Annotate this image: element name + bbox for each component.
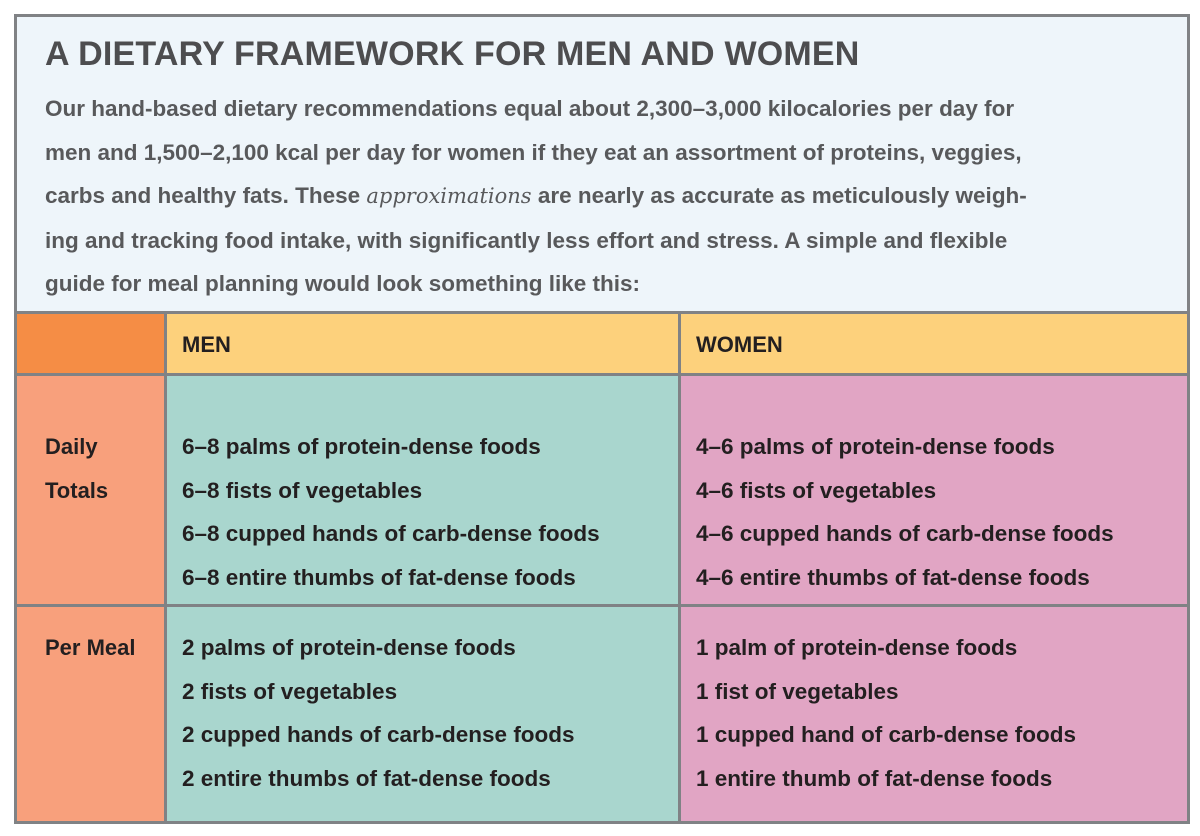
list-item: 4–6 fists of vegetables <box>696 477 937 503</box>
list-item: 1 fist of vegetables <box>696 678 899 704</box>
column-header-label: MEN <box>182 332 231 357</box>
row-label <box>45 425 108 512</box>
column-header-women <box>681 311 1187 376</box>
page-title: A DIETARY FRAMEWORK FOR MEN AND WOMEN <box>45 35 860 73</box>
intro-line-text: are nearly as accurate as meticulously weigh- <box>531 183 1027 208</box>
intro-line <box>45 174 1165 219</box>
list-item: 2 palms of protein-dense foods <box>182 635 516 660</box>
item-list <box>182 425 600 599</box>
list-item: 2 cupped hands of carb-dense foods <box>182 722 575 747</box>
intro-section <box>17 17 1187 311</box>
list-item: 4–6 palms of protein-dense foods <box>696 434 1055 459</box>
list-item: 6–8 palms of protein-dense foods <box>182 434 541 459</box>
list-item: 1 cupped hand of carb-dense foods <box>696 722 1077 747</box>
per-meal-women-cell <box>681 607 1187 824</box>
dietary-framework-panel <box>14 14 1190 824</box>
row-label-line: Totals <box>45 477 109 503</box>
intro-line: ing and tracking food intake, with significantly less effort and stress. A simple and flexible <box>45 227 1008 253</box>
item-list <box>696 425 1114 599</box>
list-item: 2 entire thumbs of fat-dense foods <box>182 765 551 791</box>
list-item: 4–6 cupped hands of carb-dense foods <box>696 521 1114 546</box>
intro-line: guide for meal planning would look something like this: <box>45 271 641 296</box>
column-header-men <box>167 311 681 376</box>
row-label-line: Per Meal <box>45 635 136 660</box>
row-label <box>45 626 136 670</box>
list-item: 6–8 entire thumbs of fat-dense foods <box>182 564 576 590</box>
daily-totals-men-cell <box>167 376 681 607</box>
intro-line-text: carbs and healthy fats. These <box>45 183 367 208</box>
column-header-label: WOMEN <box>696 332 783 357</box>
list-item: 6–8 cupped hands of carb-dense foods <box>182 521 600 546</box>
intro-line: Our hand-based dietary recommendations equal about 2,300–3,000 kilocalories per day for <box>45 96 1015 121</box>
row-label-per-meal <box>17 607 167 824</box>
intro-line: men and 1,500–2,100 kcal per day for women if they eat an assortment of proteins, veggies, <box>45 139 1022 165</box>
row-label-line: Daily <box>45 434 98 459</box>
row-label-daily-totals <box>17 376 167 607</box>
list-item: 4–6 entire thumbs of fat-dense foods <box>696 564 1090 590</box>
table-corner-cell <box>17 311 167 376</box>
daily-totals-women-cell <box>681 376 1187 607</box>
list-item: 1 entire thumb of fat-dense foods <box>696 765 1053 791</box>
item-list <box>182 626 575 800</box>
per-meal-men-cell <box>167 607 681 824</box>
list-item: 2 fists of vegetables <box>182 678 398 704</box>
list-item: 6–8 fists of vegetables <box>182 477 423 503</box>
italic-term: approximations <box>366 184 532 208</box>
intro-paragraph <box>45 87 1165 306</box>
item-list <box>696 626 1076 800</box>
list-item: 1 palm of protein-dense foods <box>696 635 1018 660</box>
